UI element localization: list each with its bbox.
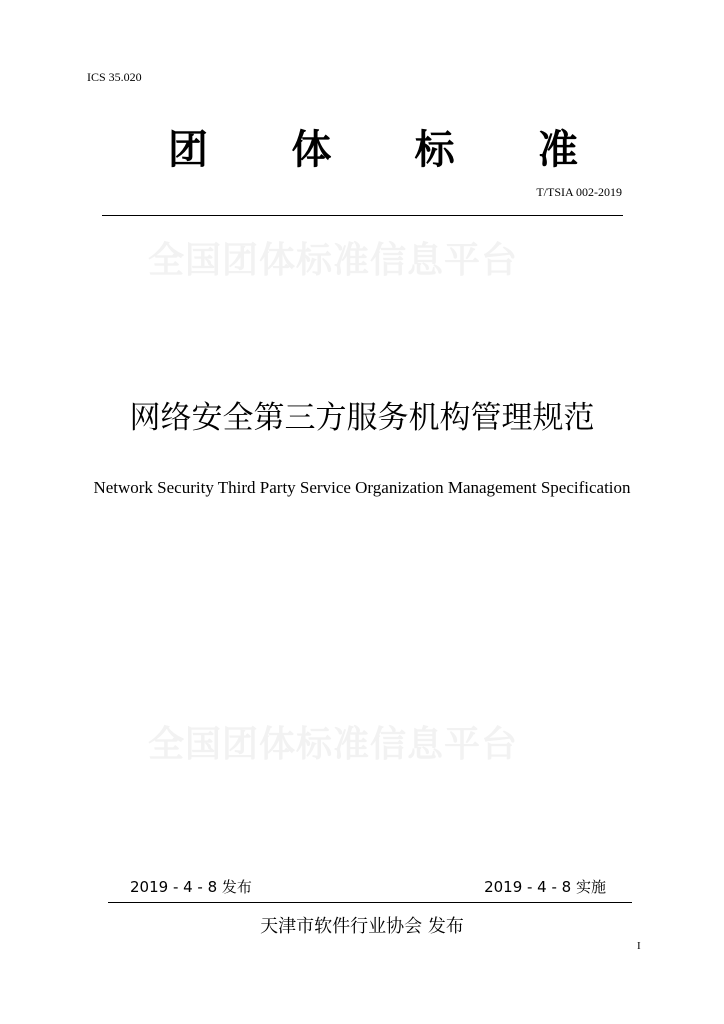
issue-date: 2019 - 4 - 8 发布 [130, 878, 252, 896]
watermark-text: 全国团体标准信息平台 [148, 724, 519, 765]
watermark-text: 全国团体标准信息平台 [148, 240, 519, 281]
chinese-title: 网络安全第三方服务机构管理规范 [129, 400, 595, 436]
implementation-date: 2019 - 4 - 8 实施 [484, 878, 606, 896]
top-divider [102, 215, 623, 216]
bottom-divider [108, 902, 632, 903]
standard-type-char: 体 [291, 127, 332, 173]
page-number: I [637, 940, 641, 952]
standard-type-char: 准 [537, 127, 578, 173]
ics-code: ICS 35.020 [87, 70, 142, 84]
standard-type-heading [168, 126, 578, 174]
standard-type-char: 标 [414, 127, 455, 173]
english-title: Network Security Third Party Service Organization Management Specification [93, 478, 631, 497]
standard-number: T/TSIA 002-2019 [536, 185, 622, 199]
publisher: 天津市软件行业协会 发布 [260, 916, 464, 937]
standard-type-char: 团 [168, 127, 208, 173]
